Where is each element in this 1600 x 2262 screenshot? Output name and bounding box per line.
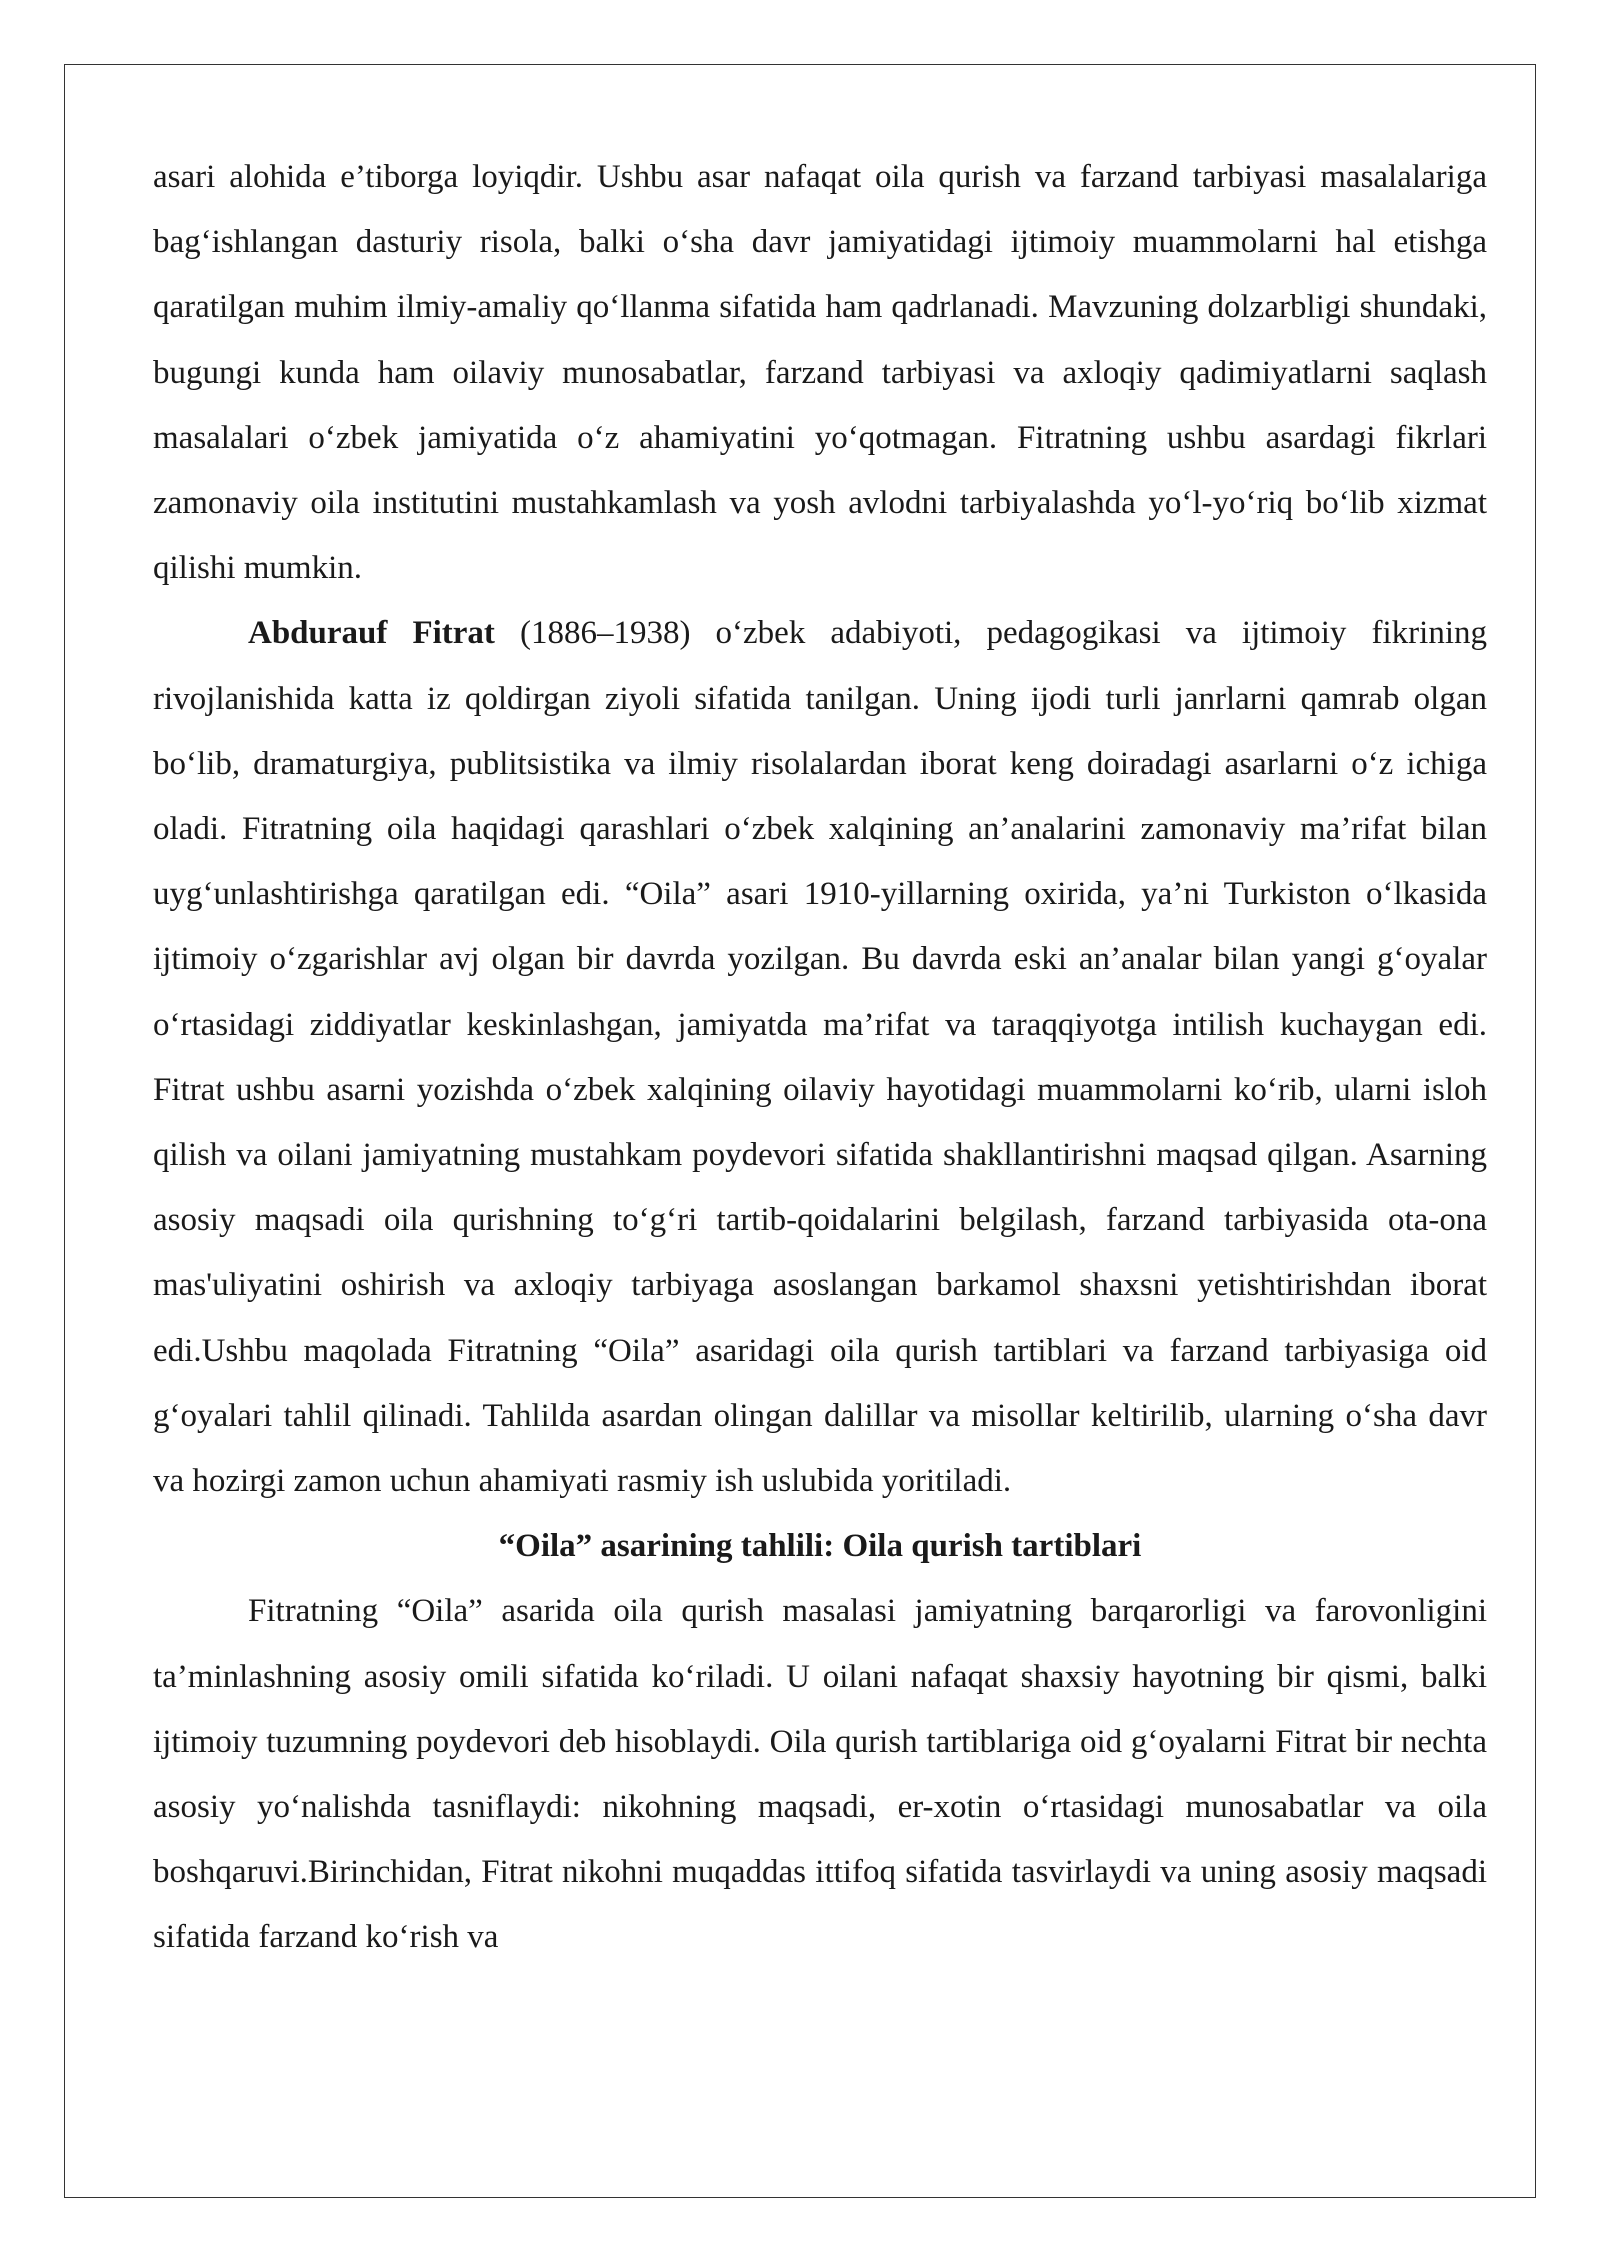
author-name: Abdurauf Fitrat: [248, 615, 495, 652]
body-paragraph-author-intro: [153, 601, 1487, 1514]
author-intro-text: (1886–1938) o‘zbek adabiyoti, pedagogikasi va ijtimoiy fikrining rivojlanishida katta iz qoldirgan ziyoli sifatida tanilgan. Uning ijodi turli janrlarni qamrab olgan bo‘lib, dramaturgiya, publitsistika va ilmiy risolalardan iborat keng doiradagi asarlarni o‘z ichiga oladi. Fitratning oila haqidagi qarashlari o‘zbek xalqining an’analarini zamonaviy ma’rifat bilan uyg‘unlashtirishga qaratilgan edi. “Oila” asari 1910-yillarning oxirida, ya’ni Turkiston o‘lkasida ijtimoiy o‘zgarishlar avj olgan bir davrda yozilgan. Bu davrda eski an’analar bilan yangi g‘oyalar o‘rtasidagi ziddiyatlar keskinlashgan, jamiyatda ma’rifat va taraqqiyotga intilish kuchaygan edi. Fitrat ushbu asarni yozishda o‘zbek xalqining oilaviy hayotidagi muammolarni ko‘rib, ularni isloh qilish va oilani jamiyatning mustahkam poydevori sifatida shakllantirishni maqsad qilgan. Asarning asosiy maqsadi oila qurishning to‘g‘ri tartib-qoidalarini belgilash, farzand tarbiyasida ota-ona mas'uliyatini oshirish va axloqiy tarbiyaga asoslangan barkamol shaxsni yetishtirishdan iborat edi.Ushbu maqolada Fitratning “Oila” asaridagi oila qurish tartiblari va farzand tarbiyasiga oid g‘oyalari tahlil qilinadi. Tahlilda asardan olingan dalillar va misollar keltirilib, ularning o‘sha davr va hozirgi zamon uchun ahamiyati rasmiy ish uslubida yoritiladi.: [153, 615, 1487, 1500]
body-paragraph: Fitratning “Oila” asarida oila qurish masalasi jamiyatning barqarorligi va farovonligini ta’minlashning asosiy omili sifatida ko‘riladi. U oilani nafaqat shaxsiy hayotning bir qismi, balki ijtimoiy tuzumning poydevori deb hisoblaydi. Oila qurish tartiblariga oid g‘oyalarni Fitrat bir nechta asosiy yo‘nalishda tasniflaydi: nikohning maqsadi, er-xotin o‘rtasidagi munosabatlar va oila boshqaruvi.Birinchidan, Fitrat nikohni muqaddas ittifoq sifatida tasvirlaydi va uning asosiy maqsadi sifatida farzand ko‘rish va: [153, 1593, 1487, 1956]
section-heading: “Oila” asarining tahlili: Oila qurish tartiblari: [498, 1528, 1142, 1565]
body-paragraph: asari alohida e’tiborga loyiqdir. Ushbu asar nafaqat oila qurish va farzand tarbiyasi masalalariga bag‘ishlangan dasturiy risola, balki o‘sha davr jamiyatidagi ijtimoiy muammolarni hal etishga qaratilgan muhim ilmiy-amaliy qo‘llanma sifatida ham qadrlanadi. Mavzuning dolzarbligi shundaki, bugungi kunda ham oilaviy munosabatlar, farzand tarbiyasi va axloqiy qadimiyatlarni saqlash masalalari o‘zbek jamiyatida o‘z ahamiyatini yo‘qotmagan. Fitratning ushbu asardagi fikrlari zamonaviy oila institutini mustahkamlash va yosh avlodni tarbiyalashda yo‘l-yo‘riq bo‘lib xizmat qilishi mumkin.: [153, 159, 1487, 587]
document-body: [153, 145, 1487, 1971]
